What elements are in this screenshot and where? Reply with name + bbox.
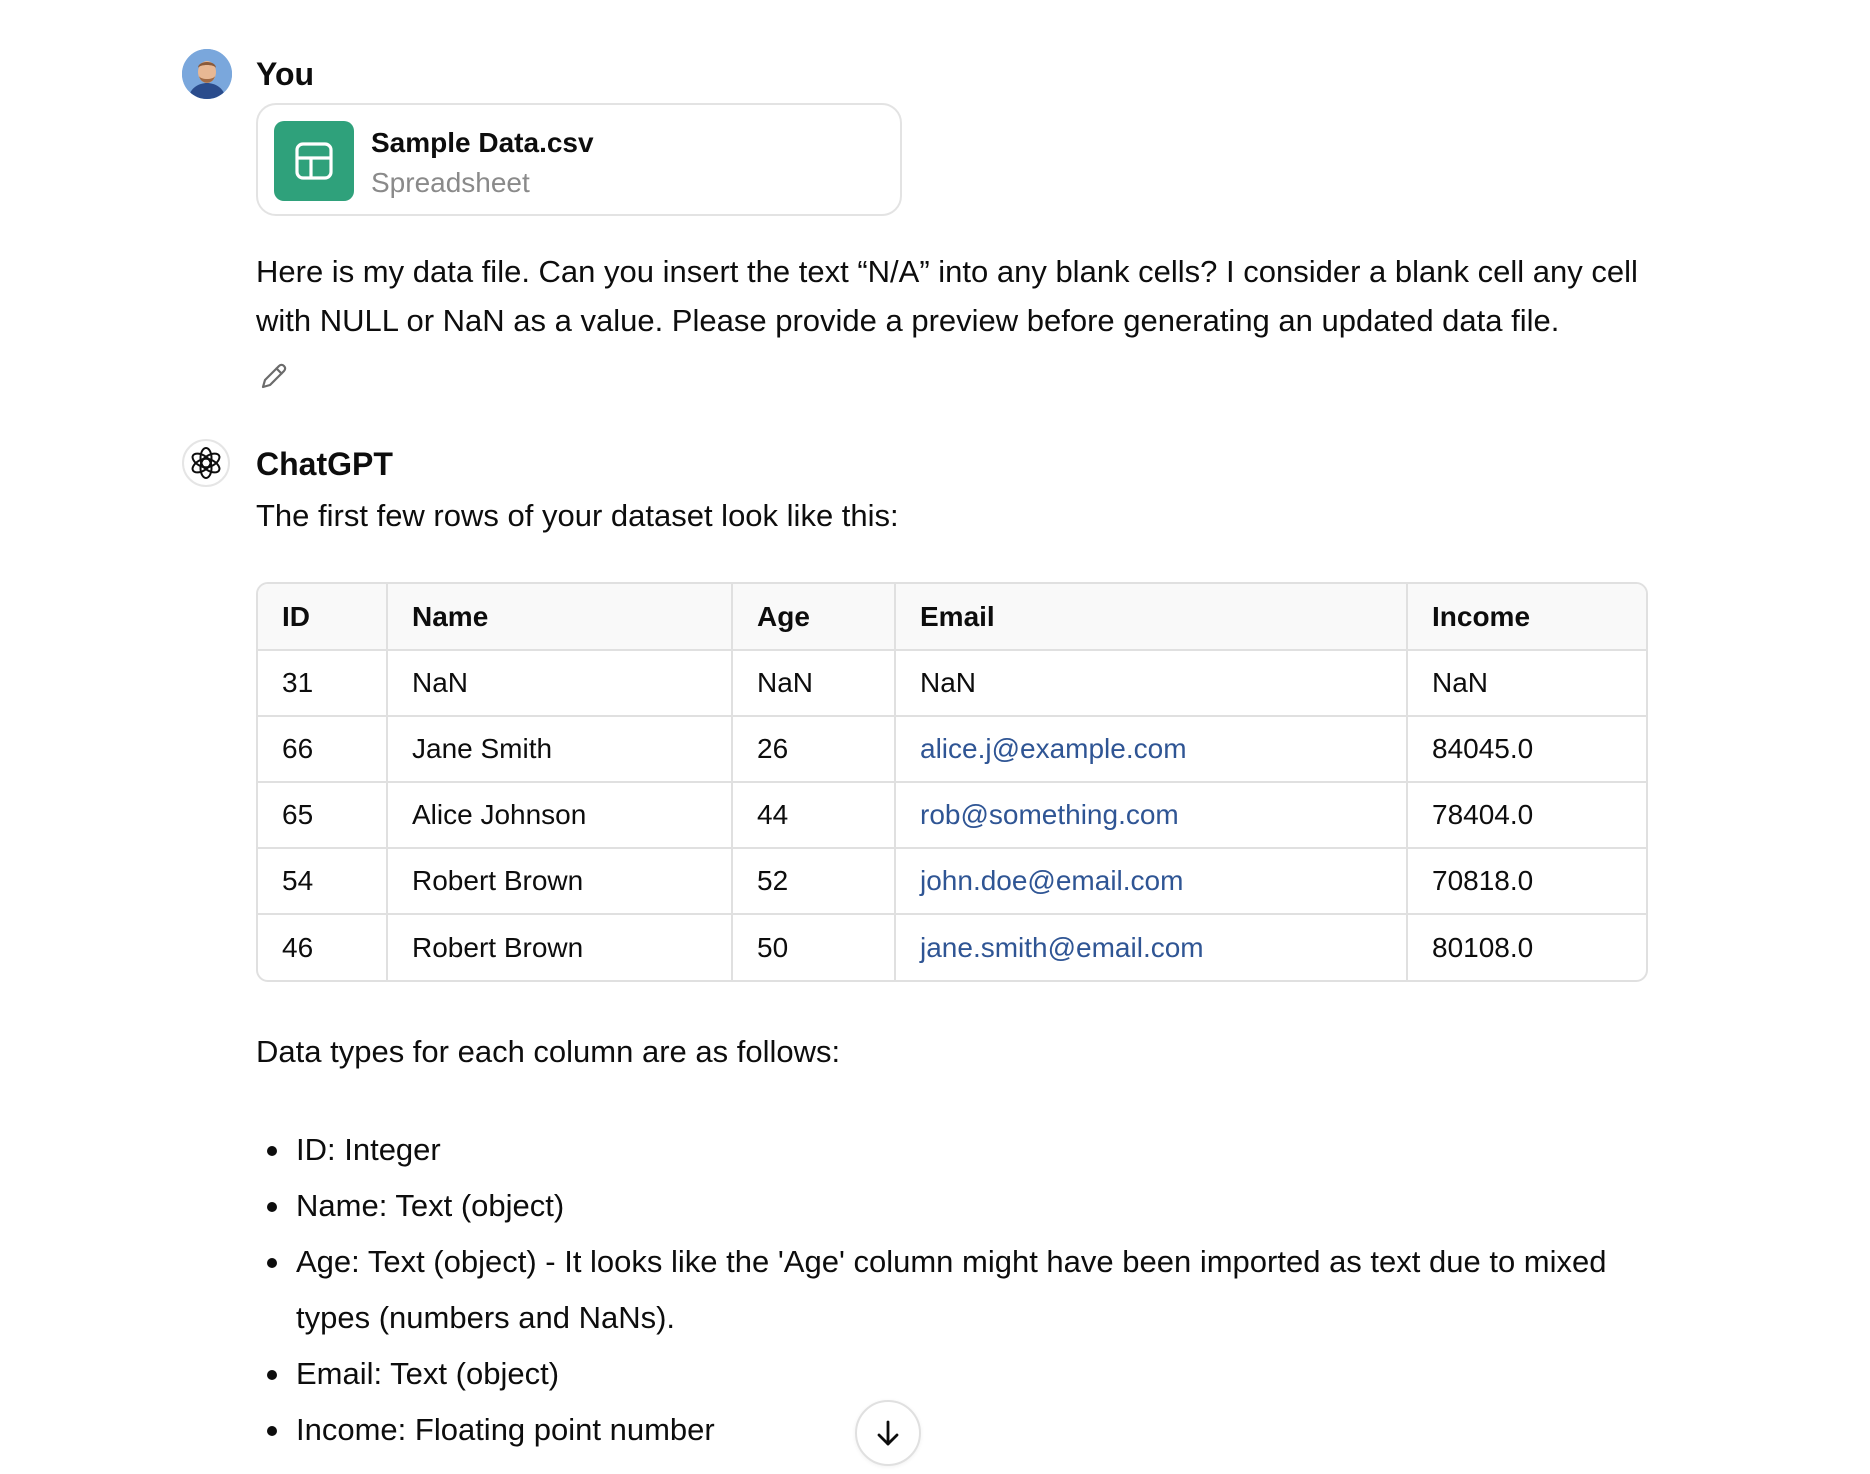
column-header-age: Age (732, 584, 895, 650)
cell-name: Robert Brown (387, 914, 732, 980)
chatgpt-avatar (182, 439, 230, 487)
cell-age: NaN (732, 650, 895, 716)
column-header-email: Email (895, 584, 1407, 650)
list-item: Income: Floating point number (256, 1402, 1636, 1458)
cell-age: 44 (732, 782, 895, 848)
cell-email-link[interactable]: john.doe@email.com (895, 848, 1407, 914)
user-message-text: Here is my data file. Can you insert the text “N/A” into any blank cells? I consider a blank cell any cell with NULL or NaN as a value. Please provide a preview before generating an updated data file. (256, 254, 1638, 338)
cell-id: 65 (258, 782, 387, 848)
cell-income: 80108.0 (1432, 931, 1534, 963)
table-header-row (258, 584, 1648, 650)
data-preview-table (256, 582, 1648, 982)
list-item: Age: Text (object) - It looks like the 'Age' column might have been imported as text due to mixed types (numbers and NaNs). (256, 1234, 1636, 1346)
column-header-name: Name (387, 584, 732, 650)
cell-email-link[interactable]: jane.smith@email.com (895, 914, 1407, 980)
list-item: ID: Integer (256, 1122, 1636, 1178)
spreadsheet-icon (274, 121, 354, 201)
data-types-list (256, 1122, 1636, 1458)
cell-email-link[interactable]: alice.j@example.com (895, 716, 1407, 782)
table-row (258, 716, 1648, 782)
cell-income: 78404.0 (1407, 782, 1648, 848)
table-row (258, 848, 1648, 914)
column-header-id: ID (258, 584, 387, 650)
user-author-name: You (256, 56, 315, 92)
data-types-intro: Data types for each column are as follows: (256, 1034, 841, 1069)
cell-age: 50 (732, 914, 895, 980)
cell-income: 84045.0 (1407, 716, 1648, 782)
assistant-author-name: ChatGPT (256, 446, 393, 482)
scroll-to-bottom-button[interactable] (855, 1400, 921, 1466)
cell-name: Robert Brown (387, 848, 732, 914)
column-header-income: Income (1407, 584, 1648, 650)
edit-message-button[interactable] (256, 358, 292, 394)
list-item: Name: Text (object) (256, 1178, 1636, 1234)
assistant-intro-text: The first few rows of your dataset look like this: (256, 498, 899, 533)
arrow-down-icon (873, 1418, 903, 1448)
cell-email: NaN (895, 650, 1407, 716)
file-name: Sample Data.csv (371, 127, 594, 158)
user-avatar[interactable] (182, 49, 232, 99)
list-item: Email: Text (object) (256, 1346, 1636, 1402)
cell-email-link[interactable]: rob@something.com (895, 782, 1407, 848)
cell-income: 70818.0 (1407, 848, 1648, 914)
cell-income: NaN (1407, 650, 1648, 716)
cell-id: 66 (258, 716, 387, 782)
user-avatar-icon (182, 49, 232, 99)
cell-name: Alice Johnson (387, 782, 732, 848)
cell-age: 52 (732, 848, 895, 914)
cell-id: 46 (258, 914, 387, 980)
pencil-icon (259, 361, 289, 391)
openai-logo-icon (189, 446, 223, 480)
file-attachment-card[interactable] (256, 103, 902, 216)
cell-id: 31 (258, 650, 387, 716)
cell-id: 54 (258, 848, 387, 914)
cell-name: Jane Smith (387, 716, 732, 782)
table-row (258, 782, 1648, 848)
table-row (258, 914, 1648, 980)
table-row (258, 650, 1648, 716)
cell-name: NaN (387, 650, 732, 716)
file-type: Spreadsheet (371, 167, 530, 198)
cell-age: 26 (732, 716, 895, 782)
